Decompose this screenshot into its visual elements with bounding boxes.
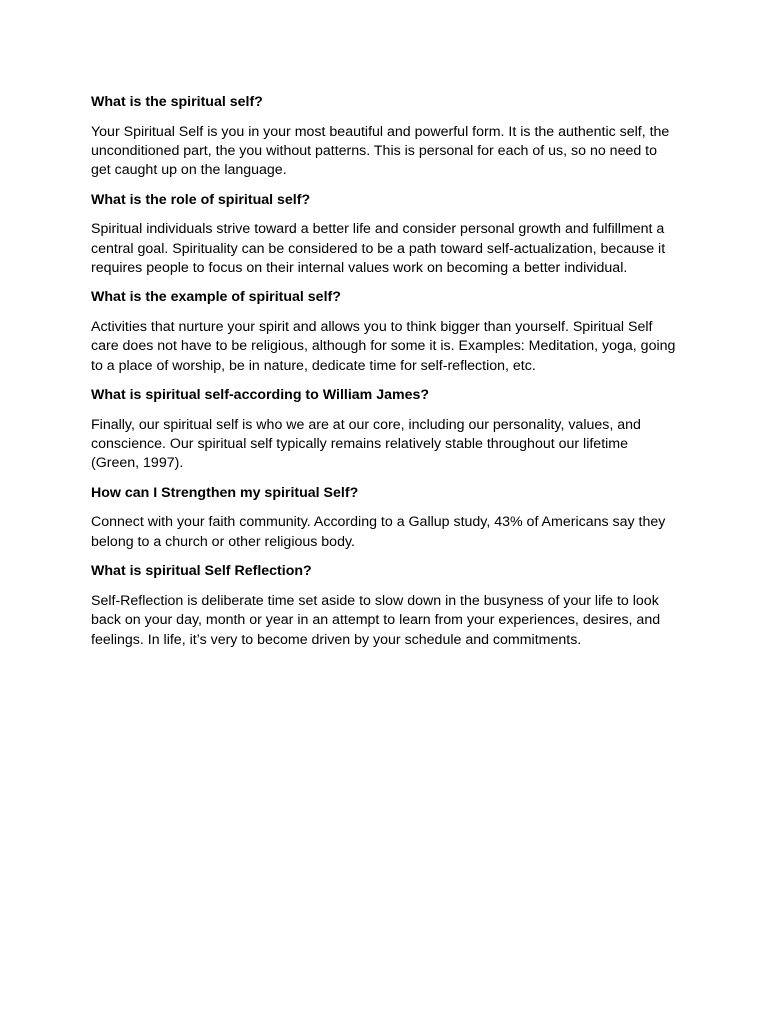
section-spiritual-self [91, 93, 678, 181]
section-strengthen [91, 484, 678, 552]
section-william-james [91, 386, 678, 474]
question-heading: What is spiritual self-according to William James? [91, 387, 430, 404]
section-self-reflection [91, 562, 678, 650]
question-heading: What is the spiritual self? [91, 94, 263, 110]
answer-paragraph: Connect with your faith community. According to a Gallup study, 43% of Americans say they belong to a church or other religious body. [91, 514, 666, 550]
section-role [91, 191, 678, 279]
answer-paragraph: Finally, our spiritual self is who we are at our core, including our personality, values, and conscience. Our spiritual self typically remains relatively stable throughout our lifetime (Green, 1997). [91, 416, 641, 472]
answer-paragraph: Activities that nurture your spirit and allows you to think bigger than yourself. Spiritual Self care does not have to be religious, although for some it is. Examples: Meditation, yoga, going to a place of worship, be in nature, dedicate time for self-reflection, etc. [91, 318, 676, 374]
question-heading: What is the role of spiritual self? [91, 191, 311, 208]
answer-paragraph: Spiritual individuals strive toward a better life and consider personal growth and fulfillment a central goal. Spirituality can be considered to be a path toward self-actualization, because it requires people to focus on their internal values work on becoming a better individual. [91, 221, 666, 277]
question-heading: How can I Strengthen my spiritual Self? [91, 484, 359, 501]
answer-paragraph: Self-Reflection is deliberate time set aside to slow down in the busyness of your life to look back on your day, month or year in an attempt to learn from your experiences, desires, and feelings. In life, it’s very to become driven by your schedule and commitments. [91, 592, 661, 648]
question-heading: What is spiritual Self Reflection? [91, 563, 312, 580]
answer-paragraph: Your Spiritual Self is you in your most beautiful and powerful form. It is the authentic self, the unconditioned part, the you without patterns. This is personal for each of us, so no need to get caught up on the language. [91, 123, 670, 179]
section-example [91, 288, 678, 376]
question-heading: What is the example of spiritual self? [91, 289, 341, 306]
